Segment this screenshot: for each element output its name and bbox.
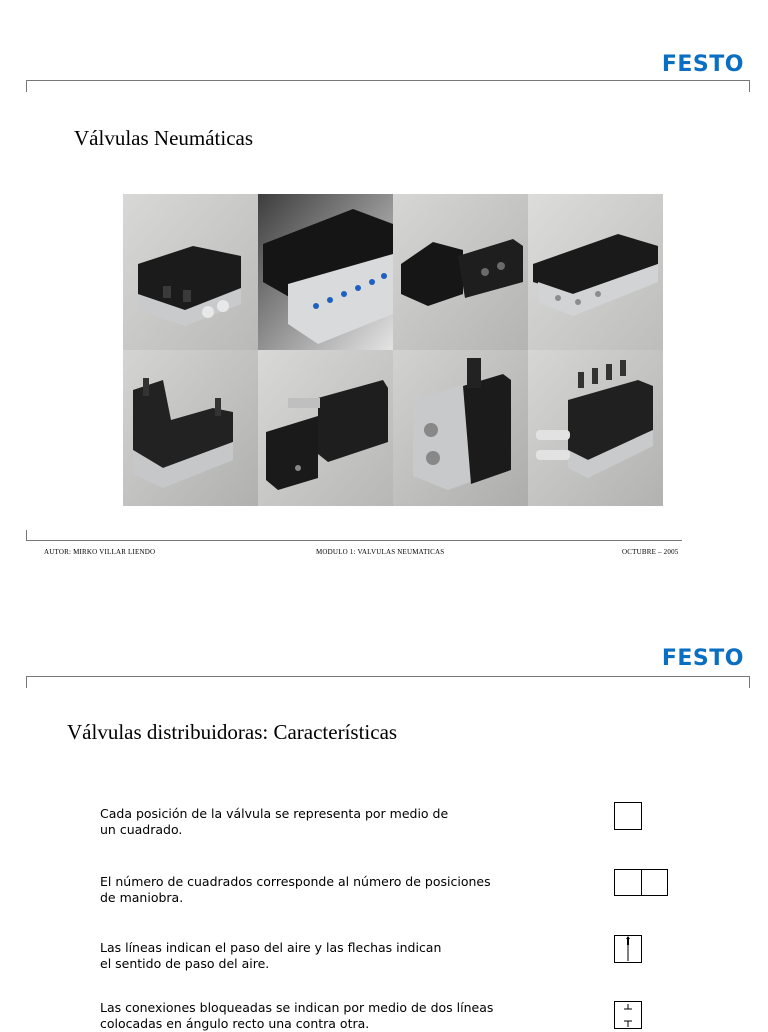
valve-image-7 (393, 350, 528, 506)
flow-arrow-icon (615, 936, 641, 962)
feature-row-4 (100, 1000, 520, 1032)
bottom-rule-left-tick (26, 530, 27, 540)
blocked-connection-icon (615, 1002, 641, 1028)
feature-row-2-line-2: de maniobra. (100, 890, 184, 905)
footer-date: OCTUBRE – 2005 (622, 548, 679, 556)
feature-row-4-line-1: Las conexiones bloqueadas se indican por medio de dos líneas (100, 1000, 494, 1015)
footer-module: MODULO 1: VALVULAS NEUMATICAS (316, 548, 445, 556)
valve-image-3 (393, 194, 528, 350)
symbol-flow-arrow (614, 935, 642, 963)
feature-row-3-line-2: el sentido de paso del aire. (100, 956, 270, 971)
feature-row-2-line-1: El número de cuadrados corresponde al número de posiciones (100, 874, 491, 889)
feature-row-2 (100, 874, 520, 906)
slide-title: Válvulas Neumáticas (74, 126, 254, 150)
festo-logo: FESTO (661, 52, 744, 77)
slide-2 (0, 600, 768, 1031)
top-rule (26, 80, 750, 81)
top-rule-2-right-tick (749, 676, 750, 688)
top-rule-left-tick (26, 80, 27, 92)
valve-image-2 (258, 194, 393, 350)
valve-image-8 (528, 350, 663, 506)
feature-row-3-line-1: Las líneas indican el paso del aire y las flechas indican (100, 940, 442, 955)
footer-author: AUTOR: MIRKO VILLAR LIENDO (44, 548, 156, 556)
symbol-blocked-connection (614, 1001, 642, 1029)
top-rule-2-left-tick (26, 676, 27, 688)
symbol-two-squares (614, 869, 668, 896)
valve-image-grid (123, 194, 663, 506)
festo-logo-2: FESTO (661, 646, 744, 671)
symbol-two-squares-divider (641, 870, 642, 895)
top-rule-2 (26, 676, 750, 677)
feature-row-1-line-1: Cada posición de la válvula se representa por medio de (100, 806, 449, 821)
valve-image-5 (123, 350, 258, 506)
feature-row-4-line-2: colocadas en ángulo recto una contra otra. (100, 1016, 370, 1031)
feature-row-1-line-2: un cuadrado. (100, 822, 183, 837)
bottom-rule (26, 540, 682, 541)
valve-image-6 (258, 350, 393, 506)
feature-row-1 (100, 806, 520, 838)
valve-image-1 (123, 194, 258, 350)
slide-2-title: Válvulas distribuidoras: Características (67, 720, 398, 744)
symbol-single-square (614, 802, 642, 830)
valve-image-4 (528, 194, 663, 350)
top-rule-right-tick (749, 80, 750, 92)
feature-row-3 (100, 940, 520, 972)
